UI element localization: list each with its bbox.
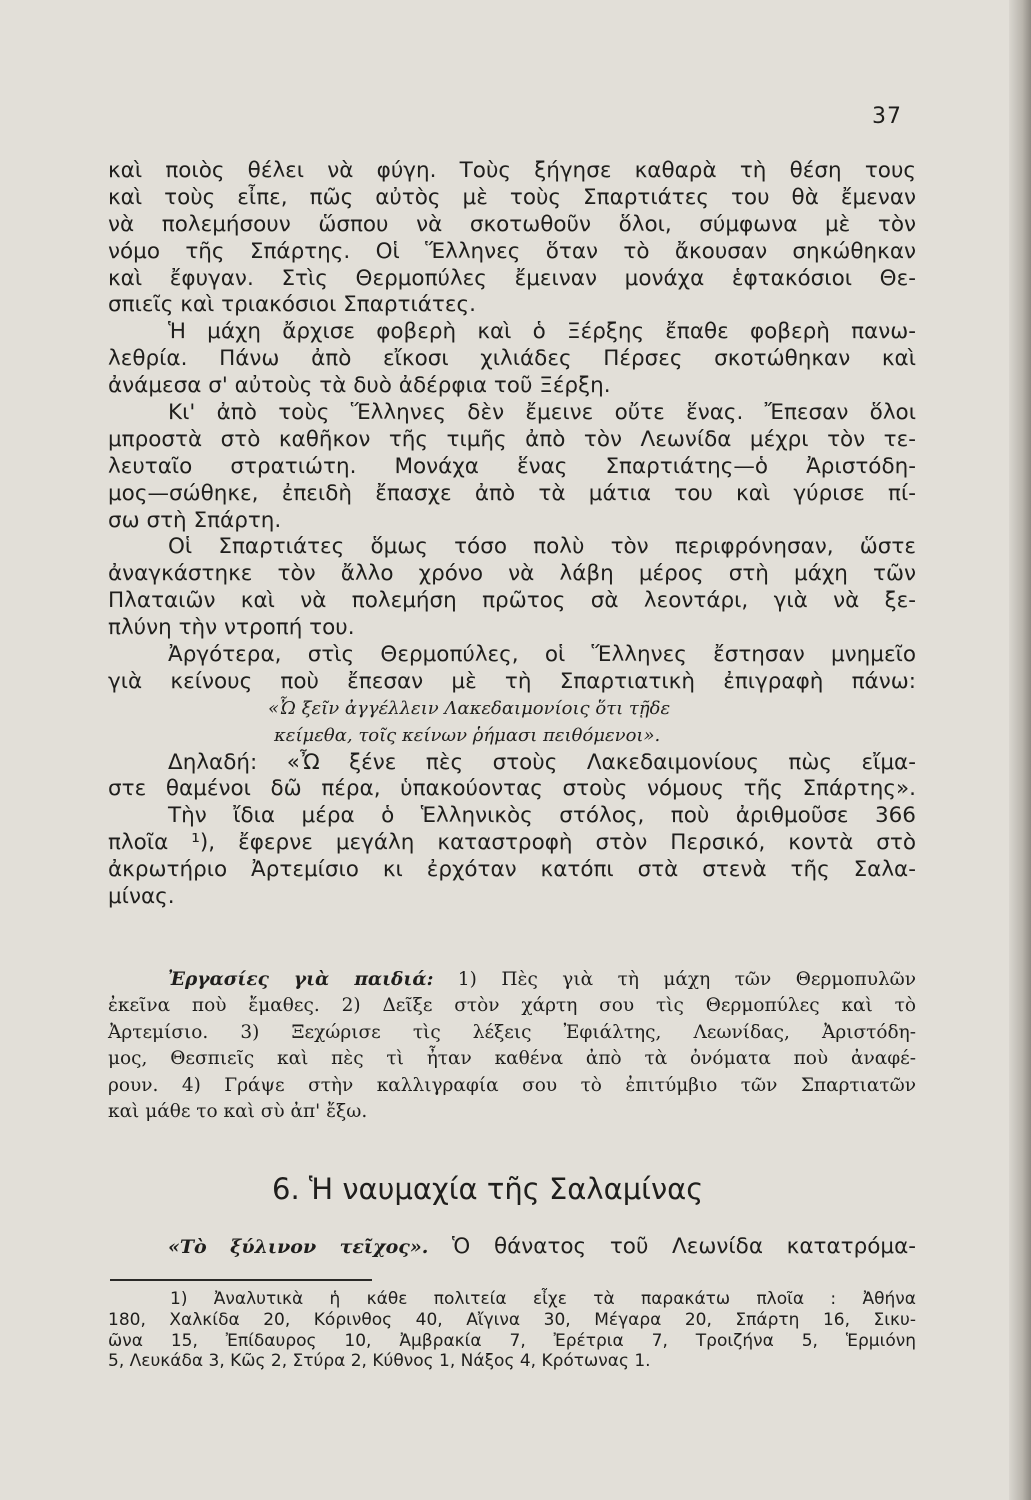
footnotes — [108, 1289, 916, 1372]
exercises-heading: Ἐργασίες γιὰ παιδιά: — [168, 969, 434, 990]
exercise-line: μος, Θεσπιεῖς καὶ πὲς τὶ ἦταν καθένα ἀπὸ τὰ ὀνόματα ποὺ ἀναφέ- — [108, 1048, 916, 1070]
text-line: Ἀργότερα, στὶς Θερμοπύλες, οἱ Ἕλληνες ἔστησαν μνημεῖο — [168, 642, 916, 668]
text-line: πλοῖα ¹), ἔφερνε μεγάλη καταστροφὴ στὸν Περσικό, κοντὰ στὸ — [108, 830, 916, 856]
exercises-block — [108, 967, 916, 1125]
lead-text: Ὁ θάνατος τοῦ Λεωνίδα κατατρόμα- — [428, 1234, 916, 1259]
text-line: Κι' ἀπὸ τοὺς Ἕλληνες δὲν ἔμεινε οὔτε ἕνας. Ἔπεσαν ὅλοι — [168, 400, 916, 426]
text-line: Ἡ μάχη ἄρχισε φοβερὴ καὶ ὁ Ξέρξης ἔπαθε φοβερὴ πανω- — [168, 319, 916, 345]
text-line: Δηλαδή: «Ὦ ξένε πὲς στοὺς Λακεδαιμονίους πὼς εἴμα- — [168, 749, 916, 775]
exercise-line: Ἀρτεμίσιο. 3) Ξεχώρισε τὶς λέξεις Ἐφιάλτης, Λεωνίδας, Ἀριστόδη- — [108, 1021, 916, 1043]
text-line: ἀνάμεσα σ' αὐτοὺς τὰ δυὸ ἀδέρφια τοῦ Ξέρξη. — [108, 373, 611, 399]
section-title: 6. Ἡ ναυμαχία τῆς Σαλαμίνας — [272, 1172, 704, 1206]
epitaph-line: κείμεθα, τοῖς κείνων ῥήμασι πειθόμενοι». — [274, 724, 661, 746]
text-line: Οἱ Σπαρτιάτες ὅμως τόσο πολὺ τὸν περιφρόνησαν, ὥστε — [168, 534, 916, 560]
footnote-line: 180, Χαλκίδα 20, Κόρινθος 40, Αἴγινα 30, Μέγαρα 20, Σπάρτη 16, Σικυ- — [108, 1309, 916, 1330]
lead-italic-phrase: «Τὸ ξύλινον τεῖχος». — [168, 1236, 429, 1258]
text-line: καὶ ποιὸς θέλει νὰ φύγη. Τοὺς ξήγησε καθαρὰ τὴ θέση τους — [108, 158, 916, 183]
text-line: μπροστὰ στὸ καθῆκον τῆς τιμῆς ἀπὸ τὸν Λεωνίδα μέχρι τὸν τε- — [108, 426, 916, 452]
text-line: Τὴν ἴδια μέρα ὁ Ἑλληνικὸς στόλος, ποὺ ἀριθμοῦσε 366 — [168, 803, 916, 829]
exercise-text: 1) Πὲς γιὰ τὴ μάχη τῶν Θερμοπυλῶν — [433, 969, 916, 990]
text-line: μος—σώθηκε, ἐπειδὴ ἔπασχε ἀπὸ τὰ μάτια του καὶ γύρισε πί- — [108, 480, 916, 506]
footnote-divider — [110, 1279, 372, 1281]
text-line: μίνας. — [108, 884, 175, 910]
text-line: λεθρία. Πάνω ἀπὸ εἴκοσι χιλιάδες Πέρσες σκοτώθηκαν καὶ — [108, 346, 916, 372]
text-line: ἀναγκάστηκε τὸν ἄλλο χρόνο νὰ λάβη μέρος στὴ μάχη τῶν — [108, 561, 916, 587]
text-line: νὰ πολεμήσουν ὥσπου νὰ σκοτωθοῦν ὅλοι, σύμφωνα μὲ τὸν — [108, 211, 916, 237]
exercise-line: καὶ μάθε το καὶ σὺ ἀπ' ἔξω. — [108, 1100, 368, 1122]
text-line: πλύνη τὴν ντροπή του. — [108, 615, 355, 641]
text-line: Πλαταιῶν καὶ νὰ πολεμήση πρῶτος σὰ λεοντάρι, γιὰ νὰ ξε- — [108, 588, 916, 614]
text-line: ἀκρωτήριο Ἀρτεμίσιο κι ἐρχόταν κατόπι στὰ στενὰ τῆς Σαλα- — [108, 857, 916, 883]
text-line: στε θαμένοι δῶ πέρα, ὑπακούοντας στοὺς νόμους τῆς Σπάρτης». — [108, 776, 916, 802]
page-number: 37 — [872, 104, 902, 129]
exercise-line: ρουν. 4) Γράψε στὴν καλλιγραφία σου τὸ ἐπιτύμβιο τῶν Σπαρτιατῶν — [108, 1074, 916, 1096]
footnote-line: ῶνα 15, Ἐπίδαυρος 10, Ἀμβρακία 7, Ἐρέτρια 7, Τροιζήνα 5, Ἑρμιόνη — [108, 1330, 916, 1351]
exercise-line — [108, 967, 916, 993]
text-line: λευταῖο στρατιώτη. Μονάχα ἕνας Σπαρτιάτης—ὁ Ἀριστόδη- — [108, 453, 916, 479]
section-lead-line — [168, 1234, 916, 1259]
text-line: γιὰ κείνους ποὺ ἔπεσαν μὲ τὴ Σπαρτιατικὴ ἐπιγραφὴ πάνω: — [108, 668, 916, 694]
text-line: σπιεῖς καὶ τριακόσιοι Σπαρτιάτες. — [108, 292, 476, 318]
page-edge-shadow — [1009, 0, 1031, 1500]
main-text — [108, 158, 916, 911]
text-line: νόμο τῆς Σπάρτης. Οἱ Ἕλληνες ὅταν τὸ ἄκουσαν σηκώθηκαν — [108, 238, 916, 264]
exercise-line: ἐκεῖνα ποὺ ἔμαθες. 2) Δεῖξε στὸν χάρτη σου τὶς Θερμοπύλες καὶ τὸ — [108, 995, 916, 1017]
footnote-line: 1) Ἀναλυτικὰ ἡ κάθε πολιτεία εἶχε τὰ παρακάτω πλοῖα : Ἀθήνα — [170, 1289, 916, 1309]
text-line: καὶ ἔφυγαν. Στὶς Θερμοπύλες ἔμειναν μονάχα ἑφτακόσιοι Θε- — [108, 265, 916, 291]
text-line: σω στὴ Σπάρτη. — [108, 507, 282, 533]
text-line: καὶ τοὺς εἶπε, πῶς αὐτὸς μὲ τοὺς Σπαρτιάτες του θὰ ἔμεναν — [108, 184, 916, 210]
epitaph-line: «Ὦ ξεῖν ἀγγέλλειν Λακεδαιμονίοις ὅτι τῇδε — [268, 697, 671, 719]
footnote-line: 5, Λευκάδα 3, Κῶς 2, Στύρα 2, Κύθνος 1, Νάξος 4, Κρότωνας 1. — [108, 1351, 651, 1372]
